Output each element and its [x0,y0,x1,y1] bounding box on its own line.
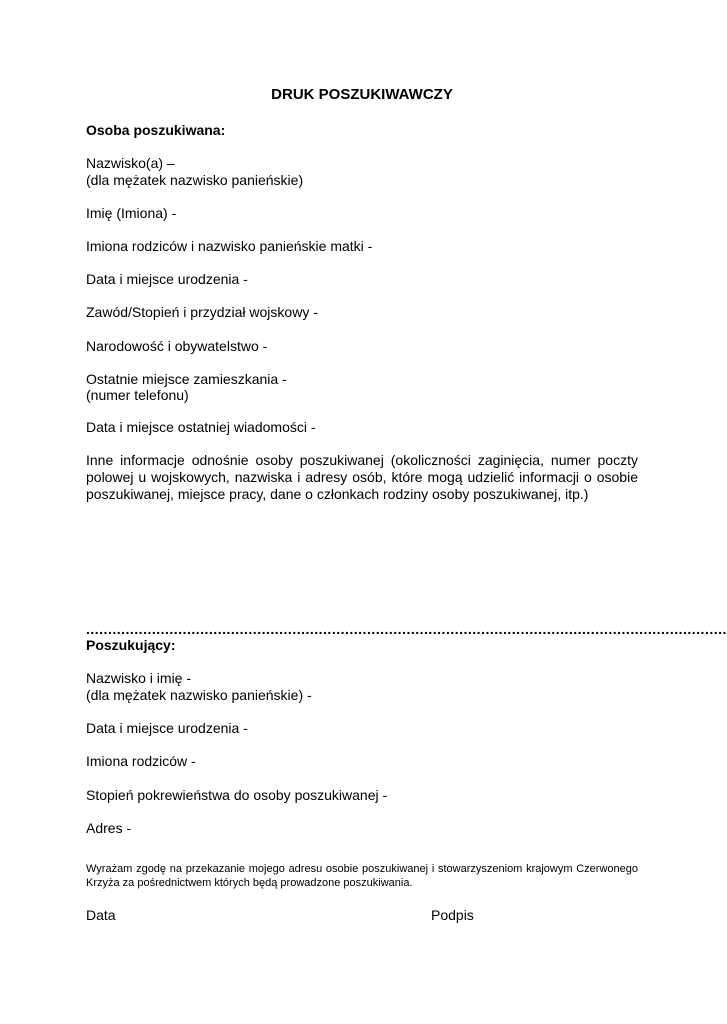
sought-last-news-label: Data i miejsce ostatniej wiadomości - [86,419,316,435]
sought-surname-label: Nazwisko(a) – [86,155,175,171]
sought-person-heading: Osoba poszukiwana: [86,122,226,138]
consent-statement: Wyrażam zgodę na przekazanie mojego adresu osobie poszukiwanej i stowarzyszeniom krajowym Czerwonego Krzyża za pośrednictwem których będą prowadzone poszukiwania. [86,863,638,889]
seeker-parents-label: Imiona rodziców - [86,753,196,769]
sought-nationality-label: Narodowość i obywatelstwo - [86,338,268,354]
seeker-name-label: Nazwisko i imię - [86,670,192,686]
section-separator: .................................................................................................................................................. [86,621,727,637]
seeker-name-note: (dla mężatek nazwisko panieńskie) - [86,687,312,703]
sought-first-names-label: Imię (Imiona) - [86,205,177,221]
seeker-heading: Poszukujący: [86,637,176,653]
sought-phone-note: (numer telefonu) [86,387,189,403]
sought-surname-note: (dla mężatek nazwisko panieńskie) [86,172,304,188]
date-label: Data [86,907,116,923]
seeker-address-label: Adres - [86,820,132,836]
signature-label: Podpis [431,907,474,923]
document-title: DRUK POSZUKIWAWCZY [271,86,453,103]
sought-last-residence-label: Ostatnie miejsce zamieszkania - [86,371,287,387]
sought-birth-label: Data i miejsce urodzenia - [86,271,248,287]
seeker-relationship-label: Stopień pokrewieństwa do osoby poszukiwanej - [86,787,388,803]
sought-profession-label: Zawód/Stopień i przydział wojskowy - [86,304,318,320]
sought-other-info-paragraph: Inne informacje odnośnie osoby poszukiwanej (okoliczności zaginięcia, numer poczty polowej u wojskowych, nazwiska i adresy osób, które mogą udzielić informacji o osobie poszukiwanej, miejsce pracy, dane o członkach rodziny osoby poszukiwanej, itp.) [86,452,638,502]
sought-parents-label: Imiona rodziców i nazwisko panieńskie matki - [86,238,373,254]
seeker-birth-label: Data i miejsce urodzenia - [86,720,248,736]
